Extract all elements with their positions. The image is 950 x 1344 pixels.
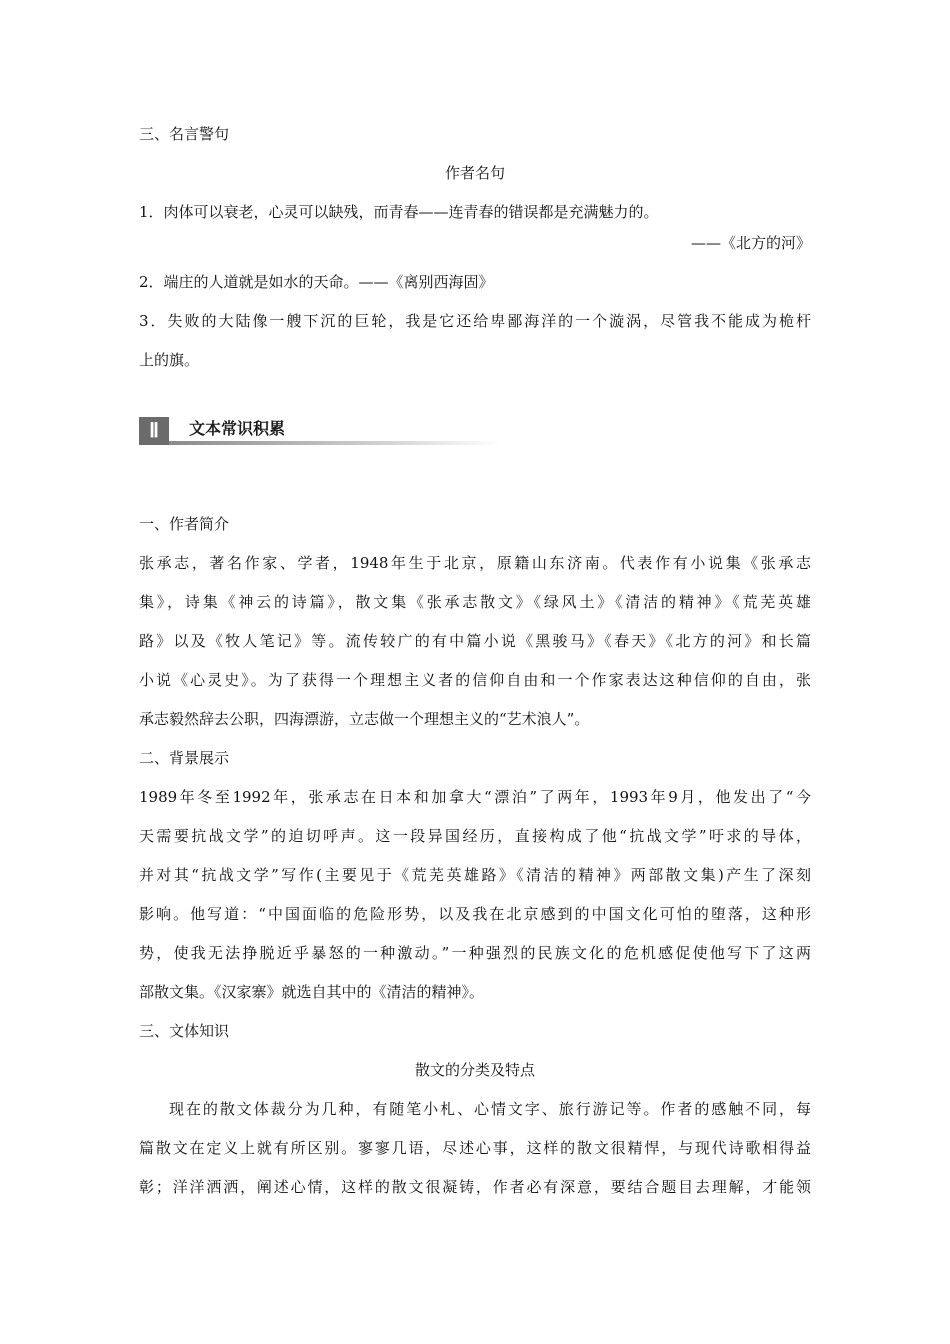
section-title: 文本常识积累 [189,419,286,438]
quotes-subtitle: 作者名句 [444,164,505,182]
author-line: 集》，诗集《神云的诗篇》，散文集《张承志散文》《绿风土》《清洁的精神》《荒芜英雄 [139,593,811,611]
section-header [139,417,811,445]
quote-1: 1．肉体可以衰老，心灵可以缺残，而青春——连青春的错误都是充满魅力的。 [139,203,659,221]
author-line: 路》以及《牧人笔记》等。流传较广的有中篇小说《黑骏马》《春天》《北方的河》和长篇 [139,632,811,650]
section-divider [169,441,499,445]
background-line: 部散文集。《汉家寨》就选自其中的《清洁的精神》。 [139,983,485,1001]
background-line: 1989年冬至1992年，张承志在日本和加拿大“漂泊”了两年，1993年9月，他发出了“今 [139,788,811,806]
author-line: 小说《心灵史》。为了获得一个理想主义者的信仰自由和一个作家表达这种信仰的自由，张 [139,671,811,689]
background-line: 天需要抗战文学”的迫切呼声。这一段异国经历，直接构成了他“抗战文学”吁求的导体， [139,827,811,845]
author-line: 承志毅然辞去公职，四海漂游，立志做一个理想主义的“艺术浪人”。 [139,710,590,728]
quote-1-source: ——《北方的河》 [690,234,811,252]
document-page [139,124,811,1197]
author-heading: 一、作者简介 [139,515,230,533]
genre-line: 现在的散文体裁分为几种，有随笔小札、心情文字、旅行游记等。作者的感触不同，每 [169,1100,811,1118]
quote-3-line-2: 上的旗。 [139,351,200,369]
background-line: 影响。他写道：“中国面临的危险形势，以及我在北京感到的中国文化可怕的堕落，这种形 [139,905,811,923]
quotes-heading: 三、名言警句 [139,125,230,143]
genre-subtitle: 散文的分类及特点 [414,1061,535,1079]
genre-line: 篇散文在定义上就有所区别。寥寥几语，尽述心事，这样的散文很精悍，与现代诗歌相得益 [139,1139,811,1157]
quote-2: 2．端庄的人道就是如水的天命。——《离别西海固》 [139,273,494,291]
background-line: 势，使我无法挣脱近乎暴怒的一种激动。”一种强烈的民族文化的危机感促使他写下了这两 [139,944,811,962]
background-line: 并对其“抗战文学”写作(主要见于《荒芜英雄路》《清洁的精神》两部散文集)产生了深刻 [139,866,811,884]
genre-line: 彰；洋洋洒洒，阐述心情，这样的散文很凝铸，作者必有深意，要结合题目去理解，才能领 [139,1178,811,1196]
author-line: 张承志，著名作家、学者，1948年生于北京，原籍山东济南。代表作有小说集《张承志 [139,554,811,572]
section-number-badge: Ⅱ [139,417,169,445]
genre-heading: 三、文体知识 [139,1022,230,1040]
quote-3-line-1: 3．失败的大陆像一艘下沉的巨轮，我是它还给卑鄙海洋的一个漩涡，尽管我不能成为桅杆 [139,312,811,330]
background-heading: 二、背景展示 [139,749,230,767]
